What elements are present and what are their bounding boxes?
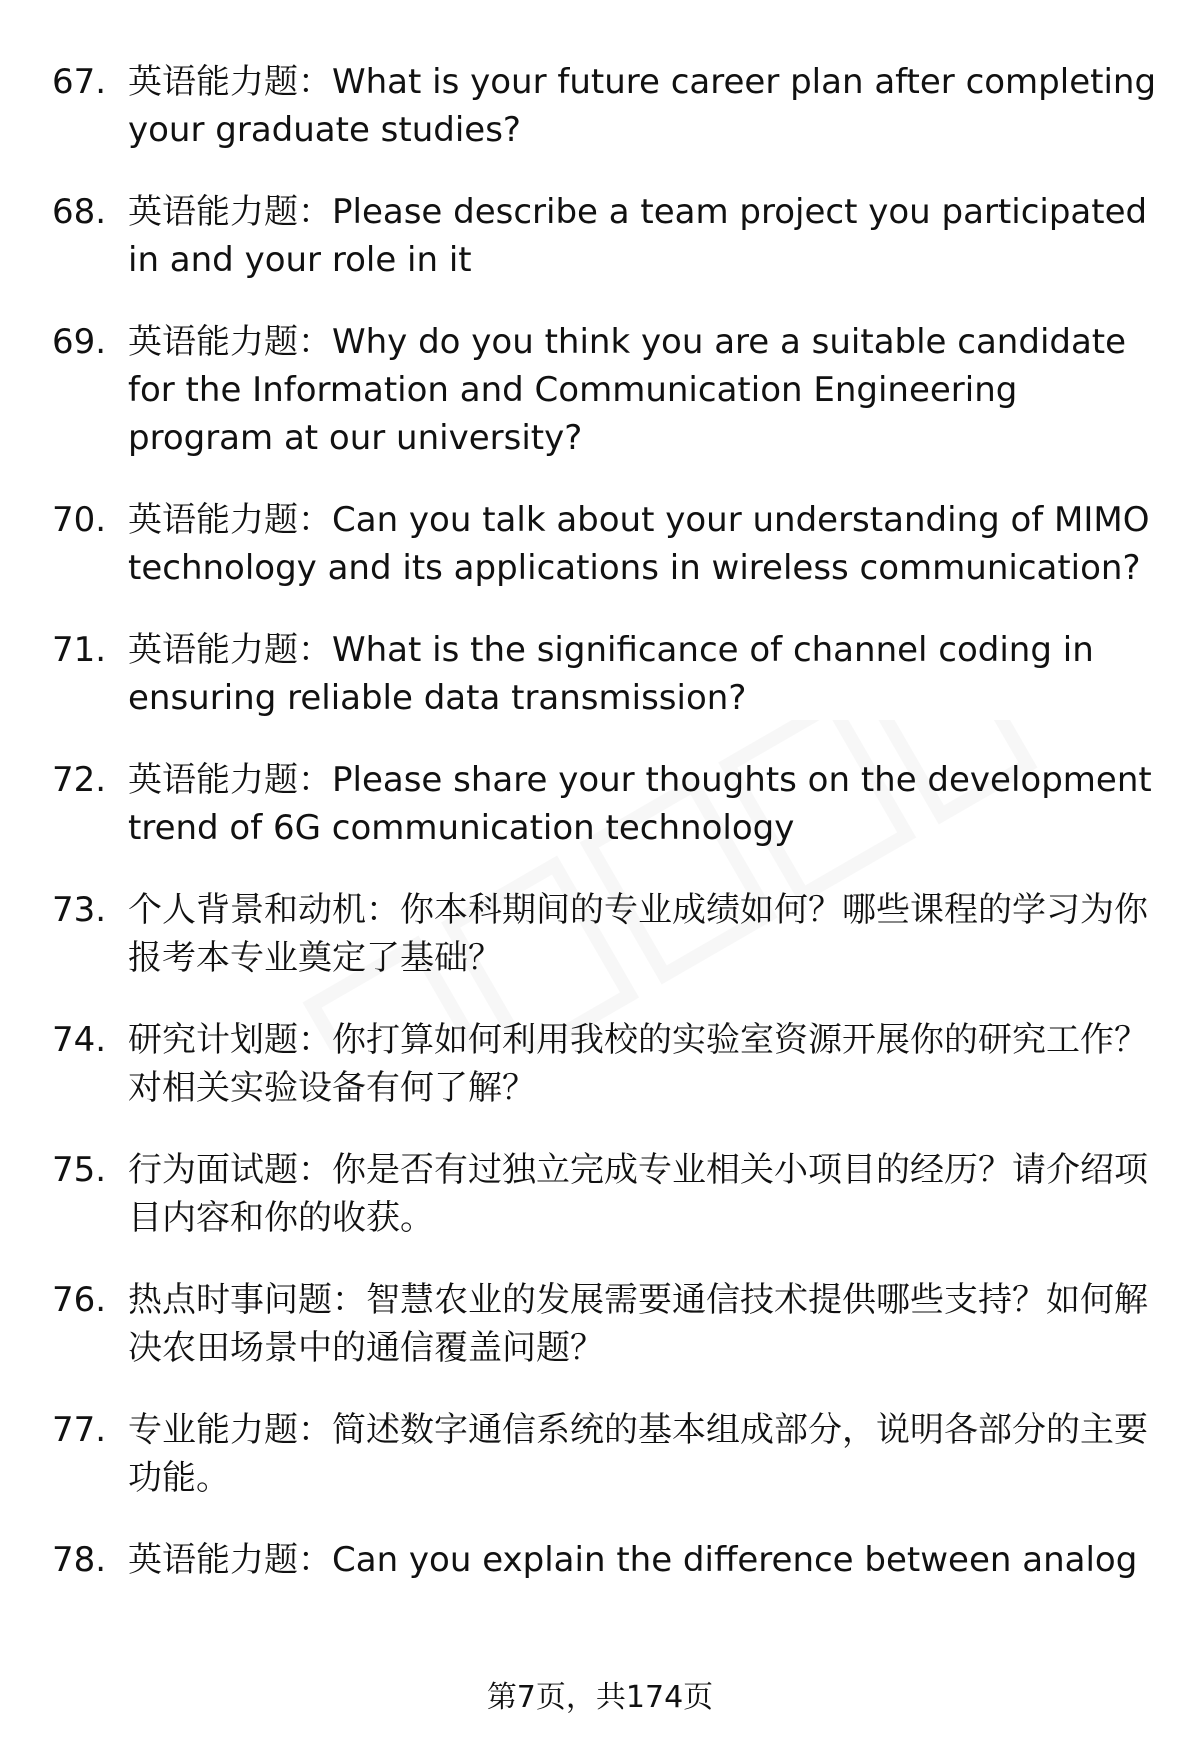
question-number: 73. bbox=[52, 890, 107, 930]
question-text: 研究计划题：你打算如何利用我校的实验室资源开展你的研究工作？对相关实验设备有何了解？ bbox=[128, 1020, 1148, 1108]
question-number: 74. bbox=[52, 1020, 107, 1060]
question-text: 专业能力题：简述数字通信系统的基本组成部分，说明各部分的主要功能。 bbox=[128, 1410, 1148, 1498]
question-text: 英语能力题：Can you explain the difference between analog bbox=[128, 1540, 1138, 1580]
question-item bbox=[52, 1406, 1162, 1502]
question-text: 英语能力题：What is your future career plan after completing your graduate studies? bbox=[128, 62, 1157, 150]
question-list bbox=[52, 58, 1162, 1618]
question-text: 行为面试题：你是否有过独立完成专业相关小项目的经历？请介绍项目内容和你的收获。 bbox=[128, 1150, 1148, 1238]
page-number-footer: 第7页，共174页 bbox=[486, 1680, 714, 1715]
question-text: 英语能力题：Why do you think you are a suitable candidate for the Information and Communication Engineering program at our university? bbox=[128, 322, 1127, 458]
question-number: 69. bbox=[52, 322, 107, 362]
question-number: 67. bbox=[52, 62, 107, 102]
question-number: 68. bbox=[52, 192, 107, 232]
question-item bbox=[52, 1536, 1162, 1584]
question-number: 77. bbox=[52, 1410, 107, 1450]
question-number: 78. bbox=[52, 1540, 107, 1580]
question-text: 热点时事问题：智慧农业的发展需要通信技术提供哪些支持？如何解决农田场景中的通信覆盖问题？ bbox=[128, 1280, 1148, 1368]
question-text: 英语能力题：Please share your thoughts on the development trend of 6G communication technology bbox=[128, 760, 1152, 848]
question-text: 英语能力题：Please describe a team project you participated in and your role in it bbox=[128, 192, 1148, 280]
question-item bbox=[52, 1016, 1162, 1112]
question-item bbox=[52, 886, 1162, 982]
question-item bbox=[52, 496, 1162, 592]
question-item bbox=[52, 756, 1162, 852]
question-item bbox=[52, 318, 1162, 462]
question-text: 英语能力题：What is the significance of channel coding in ensuring reliable data transmission? bbox=[128, 630, 1094, 718]
question-text: 个人背景和动机：你本科期间的专业成绩如何？哪些课程的学习为你报考本专业奠定了基础？ bbox=[128, 890, 1148, 978]
question-number: 70. bbox=[52, 500, 107, 540]
question-number: 72. bbox=[52, 760, 107, 800]
question-text: 英语能力题：Can you talk about your understanding of MIMO technology and its applications in wireless communication? bbox=[128, 500, 1150, 588]
question-item bbox=[52, 1276, 1162, 1372]
question-item bbox=[52, 58, 1162, 154]
question-number: 76. bbox=[52, 1280, 107, 1320]
question-number: 71. bbox=[52, 630, 107, 670]
question-item bbox=[52, 188, 1162, 284]
question-number: 75. bbox=[52, 1150, 107, 1190]
question-item bbox=[52, 1146, 1162, 1242]
question-item bbox=[52, 626, 1162, 722]
